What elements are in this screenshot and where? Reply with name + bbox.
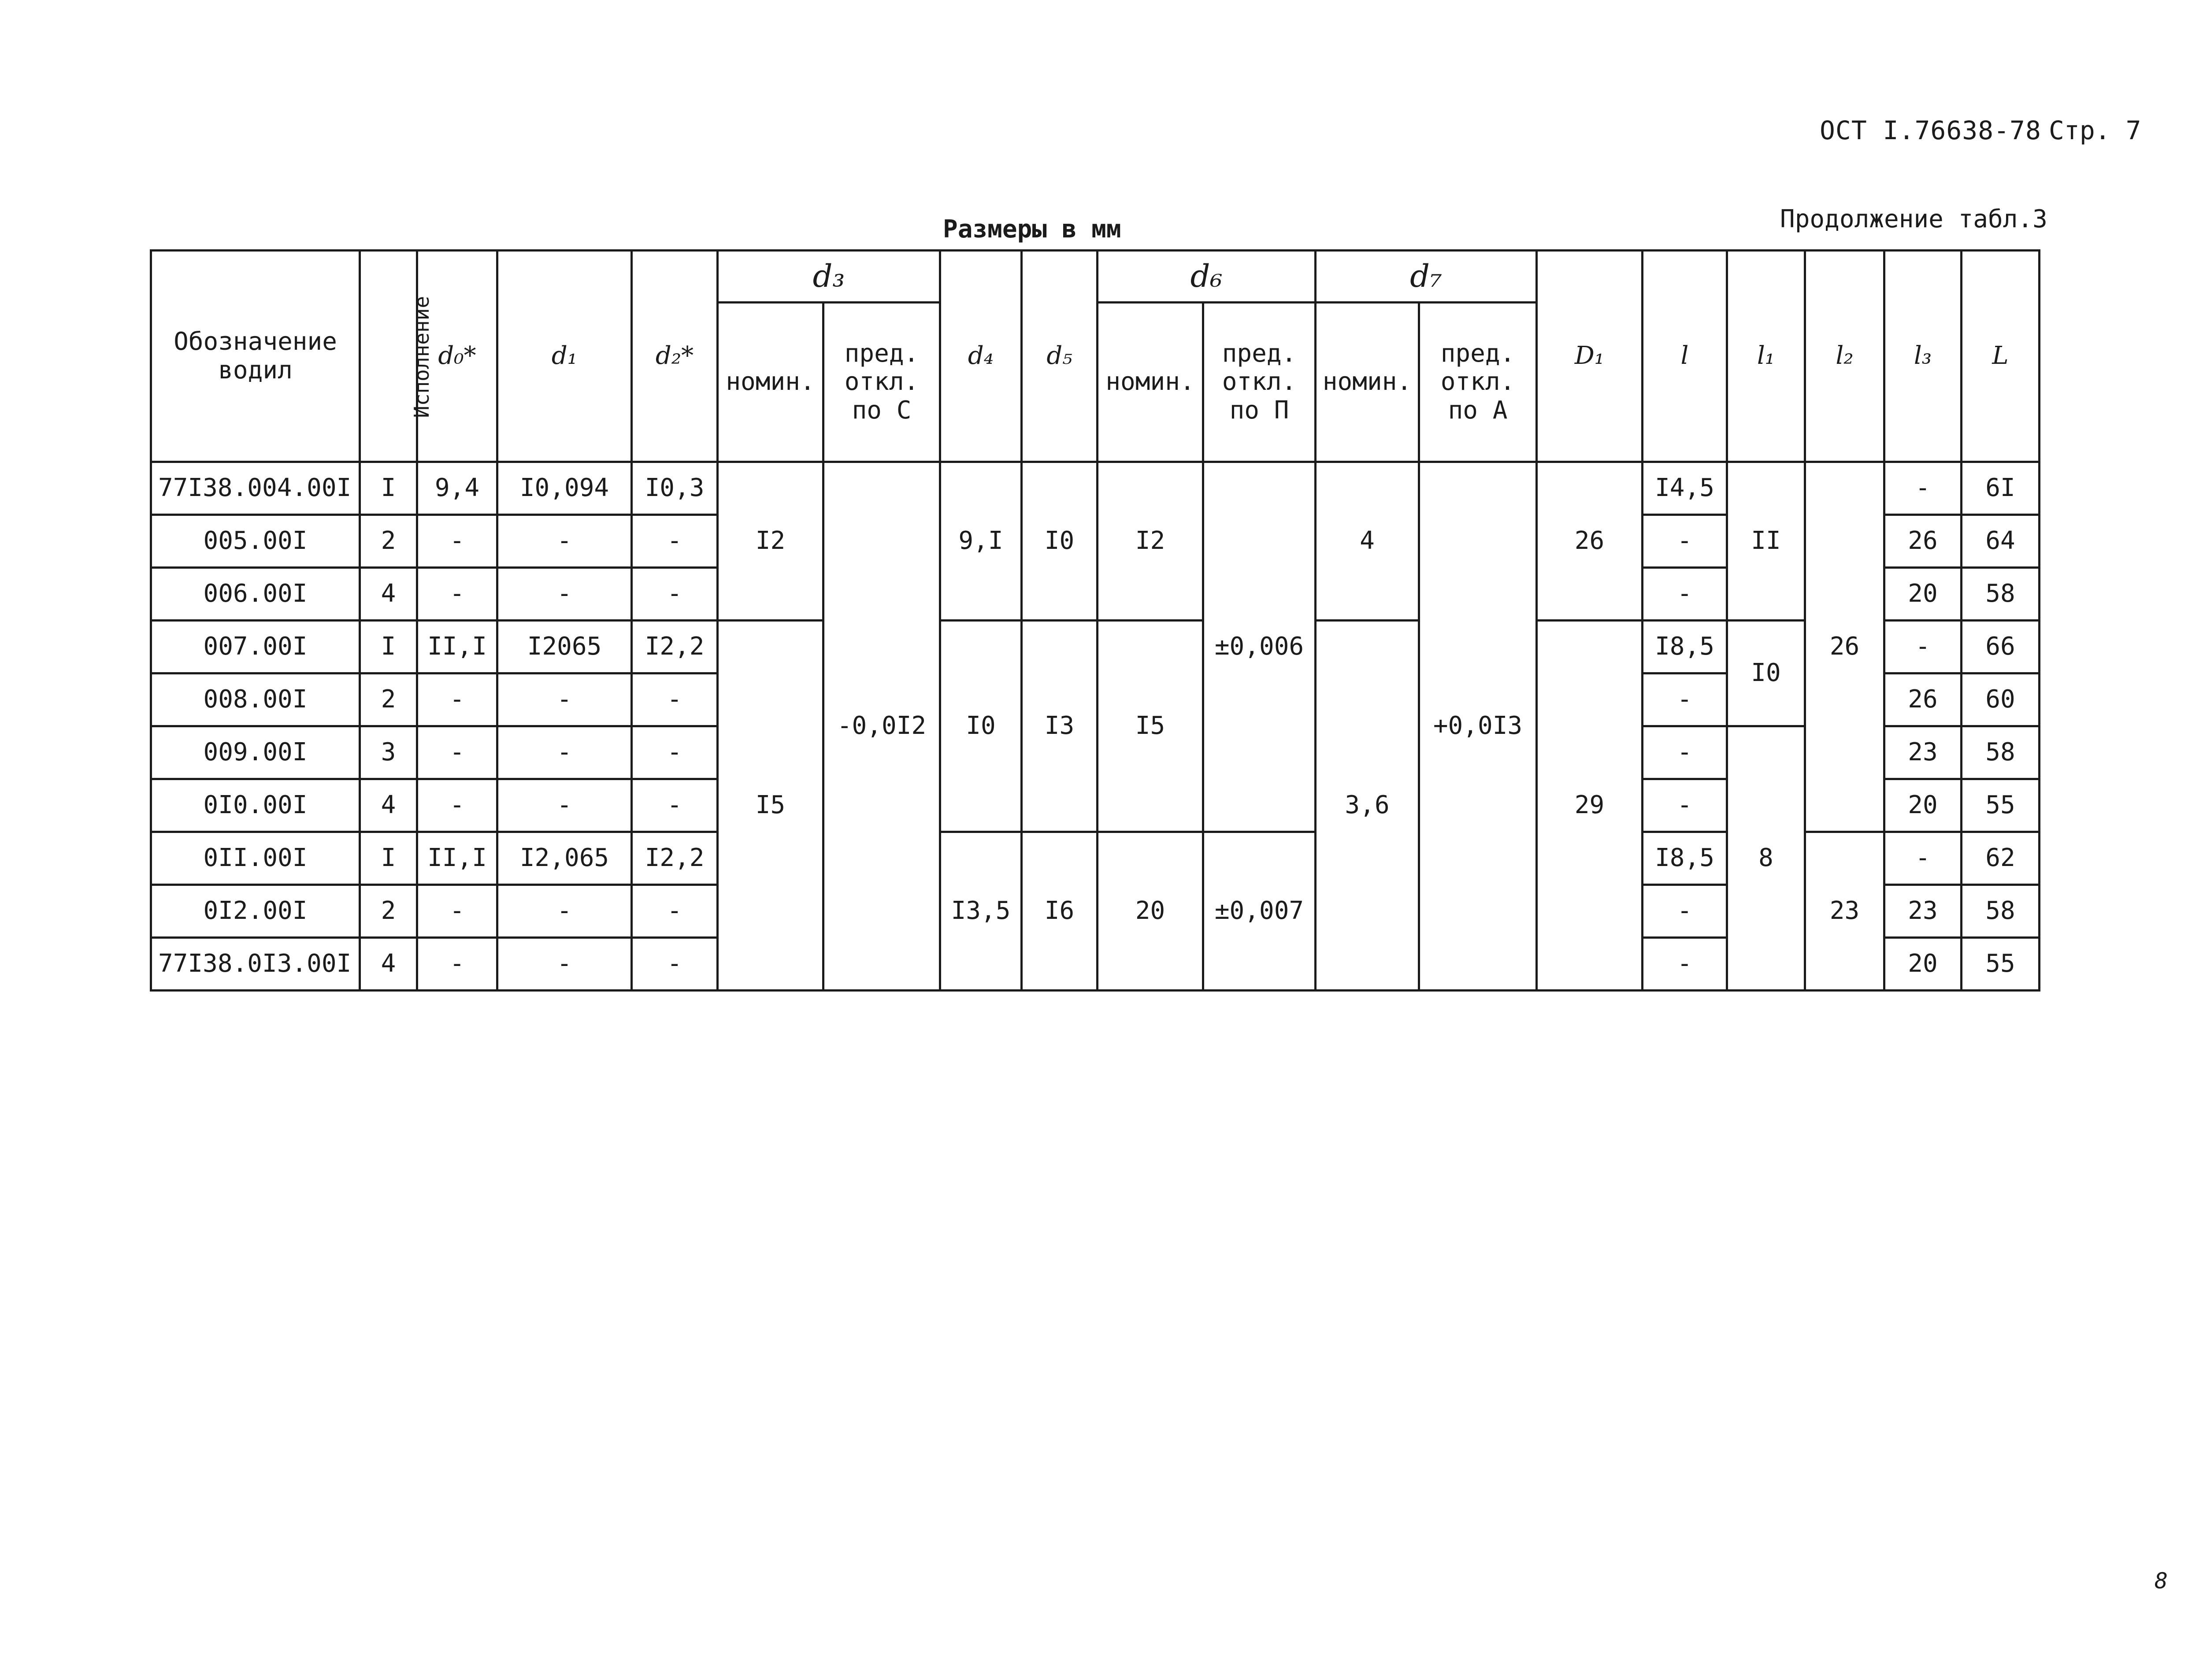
row-d0: II,I	[417, 621, 497, 673]
row-l3: 20	[1884, 779, 1962, 832]
row-L: 55	[1962, 938, 2040, 991]
row-l: -	[1643, 673, 1727, 726]
row-d2: -	[632, 673, 718, 726]
row-version: I	[360, 621, 417, 673]
row-L: 58	[1962, 885, 2040, 938]
d5-group-3: I6	[1022, 832, 1098, 991]
row-d2: -	[632, 885, 718, 938]
row-version: 4	[360, 779, 417, 832]
row-d0: -	[417, 673, 497, 726]
row-d2: -	[632, 938, 718, 991]
row-d0: -	[417, 568, 497, 621]
row-L: 64	[1962, 515, 2040, 568]
row-d1: -	[497, 885, 632, 938]
header-d6-deviation: пред. откл. по П	[1203, 303, 1316, 462]
row-L: 62	[1962, 832, 2040, 885]
d4-group-3: I3,5	[940, 832, 1022, 991]
row-d1: I0,094	[497, 462, 632, 515]
row-d2: -	[632, 779, 718, 832]
D1-group-1: 26	[1537, 462, 1643, 621]
row-d0: -	[417, 779, 497, 832]
row-L: 55	[1962, 779, 2040, 832]
header-d6: d₆	[1098, 251, 1316, 303]
dimensions-table	[150, 249, 2040, 992]
d6-deviation-group-2: ±0,007	[1203, 832, 1316, 991]
row-version: I	[360, 832, 417, 885]
d6-nominal-group-2: I5	[1098, 621, 1203, 832]
page-label: Стр. 7	[2049, 115, 2141, 145]
row-l3: 26	[1884, 673, 1962, 726]
row-L: 58	[1962, 726, 2040, 779]
d5-group-2: I3	[1022, 621, 1098, 832]
header-d0: d₀*	[417, 251, 497, 462]
header-d5: d₅	[1022, 251, 1098, 462]
row-version: 4	[360, 568, 417, 621]
d6-nominal-group-1: I2	[1098, 462, 1203, 621]
header-d3-nominal: номин.	[718, 303, 823, 462]
row-designation: 77I38.004.00I	[151, 462, 360, 515]
header-l2: l₂	[1805, 251, 1884, 462]
l1-group-2: I0	[1727, 621, 1805, 726]
d7-nominal-group-1: 4	[1316, 462, 1419, 621]
row-l3: 23	[1884, 726, 1962, 779]
d3-deviation: -0,0I2	[823, 462, 940, 991]
row-l3: 26	[1884, 515, 1962, 568]
row-d2: I2,2	[632, 832, 718, 885]
row-l: -	[1643, 568, 1727, 621]
header-l: l	[1643, 251, 1727, 462]
d6-nominal-group-3: 20	[1098, 832, 1203, 991]
header-d3-deviation: пред. откл. по С	[823, 303, 940, 462]
row-l: -	[1643, 938, 1727, 991]
header-D1: D₁	[1537, 251, 1643, 462]
row-d0: II,I	[417, 832, 497, 885]
table-row	[151, 462, 2040, 515]
header-d2: d₂*	[632, 251, 718, 462]
document-code: ОСТ I.76638-78	[1820, 115, 2041, 145]
header-d4: d₄	[940, 251, 1022, 462]
row-d1: -	[497, 779, 632, 832]
row-d2: -	[632, 515, 718, 568]
header-L: L	[1962, 251, 2040, 462]
row-l3: 23	[1884, 885, 1962, 938]
row-L: 60	[1962, 673, 2040, 726]
row-L: 58	[1962, 568, 2040, 621]
row-designation: 009.00I	[151, 726, 360, 779]
row-d0: -	[417, 515, 497, 568]
row-l: -	[1643, 726, 1727, 779]
row-l3: 20	[1884, 938, 1962, 991]
d4-group-1: 9,I	[940, 462, 1022, 621]
row-l3: -	[1884, 462, 1962, 515]
row-designation: 77I38.0I3.00I	[151, 938, 360, 991]
row-d1: -	[497, 726, 632, 779]
d6-deviation-group-1: ±0,006	[1203, 462, 1316, 832]
row-designation: 008.00I	[151, 673, 360, 726]
l1-group-3: 8	[1727, 726, 1805, 991]
table-row	[151, 621, 2040, 673]
row-l3: -	[1884, 832, 1962, 885]
d5-group-1: I0	[1022, 462, 1098, 621]
l1-group-1: II	[1727, 462, 1805, 621]
row-designation: 007.00I	[151, 621, 360, 673]
page-number: 8	[2155, 1568, 2168, 1594]
row-d1: I2065	[497, 621, 632, 673]
d3-nominal-group-2: I5	[718, 621, 823, 991]
header-d3: d₃	[718, 251, 940, 303]
row-l3: -	[1884, 621, 1962, 673]
row-designation: 0I0.00I	[151, 779, 360, 832]
row-d0: 9,4	[417, 462, 497, 515]
row-version: 2	[360, 885, 417, 938]
row-designation: 0II.00I	[151, 832, 360, 885]
row-d2: I0,3	[632, 462, 718, 515]
row-L: 66	[1962, 621, 2040, 673]
row-version: 2	[360, 673, 417, 726]
D1-group-2: 29	[1537, 621, 1643, 991]
row-d1: -	[497, 568, 632, 621]
header-d7: d₇	[1316, 251, 1537, 303]
row-l: -	[1643, 515, 1727, 568]
d4-group-2: I0	[940, 621, 1022, 832]
row-designation: 0I2.00I	[151, 885, 360, 938]
row-d1: -	[497, 515, 632, 568]
row-l: I8,5	[1643, 832, 1727, 885]
row-d0: -	[417, 938, 497, 991]
row-l: I4,5	[1643, 462, 1727, 515]
row-d1: -	[497, 673, 632, 726]
row-d2: I2,2	[632, 621, 718, 673]
row-d0: -	[417, 726, 497, 779]
row-designation: 006.00I	[151, 568, 360, 621]
d3-nominal-group-1: I2	[718, 462, 823, 621]
row-L: 6I	[1962, 462, 2040, 515]
row-d0: -	[417, 885, 497, 938]
header-d7-nominal: номин.	[1316, 303, 1419, 462]
row-version: 4	[360, 938, 417, 991]
continuation-caption: Продолжение табл.3	[1780, 205, 2047, 233]
d7-nominal-group-2: 3,6	[1316, 621, 1419, 991]
row-l: -	[1643, 885, 1727, 938]
row-designation: 005.00I	[151, 515, 360, 568]
header-l1: l₁	[1727, 251, 1805, 462]
row-d2: -	[632, 568, 718, 621]
header-row-1	[151, 251, 2040, 303]
row-d1: I2,065	[497, 832, 632, 885]
header-designation: Обозначение водил	[151, 251, 360, 462]
header-version	[360, 251, 434, 462]
header-l3: l₃	[1884, 251, 1962, 462]
units-caption: Размеры в мм	[943, 215, 1121, 244]
row-l: I8,5	[1643, 621, 1727, 673]
row-l3: 20	[1884, 568, 1962, 621]
row-version: 3	[360, 726, 417, 779]
row-d2: -	[632, 726, 718, 779]
row-version: 2	[360, 515, 417, 568]
l2-group-1: 26	[1805, 462, 1884, 832]
d7-deviation: +0,0I3	[1419, 462, 1537, 991]
header-d6-nominal: номин.	[1098, 303, 1203, 462]
header-d1: d₁	[497, 251, 632, 462]
row-version: I	[360, 462, 417, 515]
row-l: -	[1643, 779, 1727, 832]
header-d7-deviation: пред. откл. по А	[1419, 303, 1537, 462]
row-d1: -	[497, 938, 632, 991]
header-version-label: Исполнение	[410, 296, 434, 418]
l2-group-2: 23	[1805, 832, 1884, 991]
